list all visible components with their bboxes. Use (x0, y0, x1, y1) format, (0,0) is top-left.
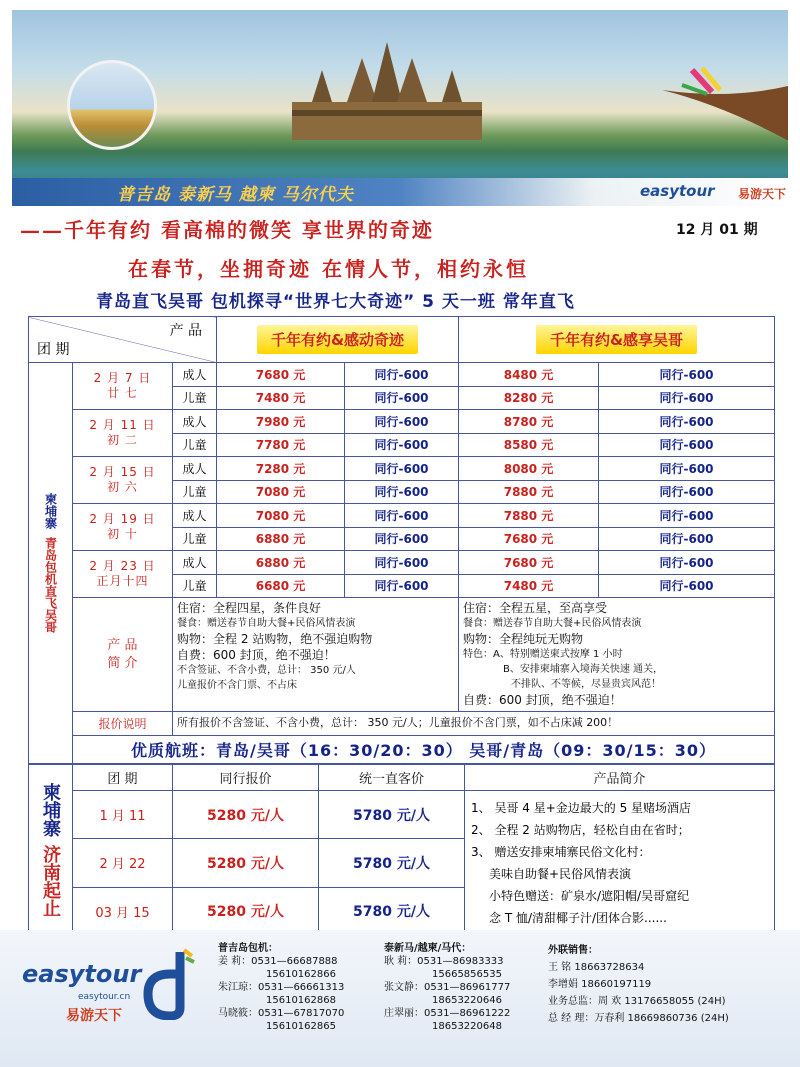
price-cell: 8280 元 (459, 386, 599, 410)
brand-d-icon (140, 948, 196, 1020)
side-route: 青岛包机直飞吴哥 (43, 536, 58, 633)
peer-discount: 同行-600 (345, 363, 459, 387)
date-cell: 2 月 15 日 初 六 (73, 457, 173, 504)
date-cell: 2 月 23 日 正月十四 (73, 551, 173, 598)
peer-discount: 同行-600 (599, 363, 775, 387)
jinan-retail-price: 5780 元/人 (319, 887, 465, 935)
peer-discount: 同行-600 (599, 457, 775, 481)
price-cell: 6680 元 (217, 574, 345, 598)
date-cell: 2 月 7 日 廿 七 (73, 363, 173, 410)
adult-label: 成人 (173, 551, 217, 575)
charter-headline: 青岛直飞吴哥 包机探寻“世界七大奇迹” 5 天一班 常年直飞 (96, 292, 575, 312)
product-intro-label: 产 品 简 介 (73, 598, 173, 712)
price-cell: 8780 元 (459, 410, 599, 434)
product-a-details: 住宿：全程四星，条件良好 餐食：赠送春节自助大餐+民俗风情表演 购物：全程 2 站购物，绝不强迫购物 自费：600 封顶，绝不强迫！ 不含签证、不含小费，总计： 350 元/人 儿童报价不含门票、不占床 (173, 598, 459, 712)
price-cell: 7480 元 (459, 574, 599, 598)
jinan-side-country: 柬埔寨 (40, 783, 61, 837)
angkor-temple-illustration (292, 40, 482, 140)
child-label: 儿童 (173, 480, 217, 504)
peer-discount: 同行-600 (345, 504, 459, 528)
peer-discount: 同行-600 (345, 527, 459, 551)
corner-product-label: 产 品 (169, 323, 203, 339)
table-corner (29, 317, 217, 363)
price-cell: 7480 元 (217, 386, 345, 410)
price-cell: 7080 元 (217, 504, 345, 528)
jinan-price-table (28, 764, 775, 936)
peer-discount: 同行-600 (599, 551, 775, 575)
child-label: 儿童 (173, 386, 217, 410)
footer-col-sales: 外联销售： 王 铭 18663728634 李增娟 18660197119 业务总监：周 欢 13176658055 (24H) 总 经 理：万春利 18669860736 (24H) (548, 945, 729, 1024)
footer-contacts (0, 930, 800, 1067)
footer-logo-url: easytour.cn (78, 992, 131, 1002)
peer-discount: 同行-600 (345, 433, 459, 457)
slogan: ——千年有约 看高棉的微笑 享世界的奇迹 (20, 218, 434, 242)
price-cell: 6880 元 (217, 527, 345, 551)
price-cell: 7780 元 (217, 433, 345, 457)
price-cell: 7680 元 (459, 527, 599, 551)
child-label: 儿童 (173, 574, 217, 598)
peer-discount: 同行-600 (599, 386, 775, 410)
price-cell: 7680 元 (459, 551, 599, 575)
destinations-text: 普吉岛 泰新马 越柬 马尔代夫 (117, 185, 354, 205)
price-cell: 7880 元 (459, 504, 599, 528)
jinan-retail-price: 5780 元/人 (319, 839, 465, 887)
peer-discount: 同行-600 (345, 574, 459, 598)
hero-banner (12, 10, 788, 206)
thai-temple-inset (67, 60, 157, 150)
footer-logo: easytour (22, 960, 142, 988)
jinan-retail-price: 5780 元/人 (319, 791, 465, 839)
peer-discount: 同行-600 (599, 410, 775, 434)
product-b-title: 千年有约&感享吴哥 (536, 325, 697, 354)
issue-number: 12 月 01 期 (676, 222, 758, 238)
price-cell: 8080 元 (459, 457, 599, 481)
product-a-title: 千年有约&感动奇迹 (257, 325, 418, 354)
peer-discount: 同行-600 (345, 457, 459, 481)
peer-discount: 同行-600 (599, 574, 775, 598)
peer-discount: 同行-600 (345, 410, 459, 434)
child-label: 儿童 (173, 433, 217, 457)
festival-headline: 在春节，坐拥奇迹 在情人节，相约永恒 (128, 257, 529, 281)
price-cell: 7980 元 (217, 410, 345, 434)
jinan-side-route: 济南起止 (40, 845, 61, 917)
peer-discount: 同行-600 (599, 480, 775, 504)
adult-label: 成人 (173, 457, 217, 481)
peer-discount: 同行-600 (345, 480, 459, 504)
footer-col-phuket: 普吉岛包机： 姜 莉：0531—66687888 15610162866 朱江琼：0531—66661313 15610162868 马晓筱：0531—67817070 15610162865 (218, 943, 345, 1032)
side-country: 柬埔寨 (43, 492, 58, 529)
product-b-details: 住宿：全程五星，至高享受 餐食：赠送春节自助大餐+民俗风情表演 购物：全程纯玩无购物 特色：A、特别赠送柬式按摩 1 小时 B、安排柬埔寨入境海关快速 通关， 不排队、不等候，尽显贵宾风范！ 自费：600 封顶，绝不强迫！ (459, 598, 775, 712)
brand-cn-text: 易游天下 (738, 187, 787, 201)
peer-discount: 同行-600 (599, 433, 775, 457)
adult-label: 成人 (173, 363, 217, 387)
product-b-header (459, 317, 775, 363)
price-cell: 8480 元 (459, 363, 599, 387)
price-cell: 7880 元 (459, 480, 599, 504)
jinan-peer-price: 5280 元/人 (173, 839, 319, 887)
date-cell: 2 月 11 日 初 二 (73, 410, 173, 457)
jinan-peer-price: 5280 元/人 (173, 791, 319, 839)
jinan-product-intro: 1、 吴哥 4 星+金边最大的 5 星赌场酒店 2、 全程 2 站购物店，轻松自由在省时； 3、 赠送安排柬埔寨民俗文化村： 美味自助餐+民俗风情表演 小特色赠送：矿泉水/遮阳帽/吴哥窟纪 念 T 恤/清甜椰子汁/团体合影...... (465, 791, 775, 936)
adult-label: 成人 (173, 504, 217, 528)
child-label: 儿童 (173, 527, 217, 551)
quote-note-label: 报价说明 (73, 712, 173, 736)
brand-logo-text: easytour (640, 182, 715, 200)
price-cell: 6880 元 (217, 551, 345, 575)
col-header-peer-price: 同行报价 (173, 765, 319, 791)
col-header-intro: 产品简介 (465, 765, 775, 791)
peer-discount: 同行-600 (599, 527, 775, 551)
footer-col-sea: 泰新马/越柬/马代： 耿 莉：0531—86983333 15665856535 张文静：0531—86961777 18653220646 庄翠丽：0531—86961222 18653220648 (384, 943, 511, 1032)
jinan-date: 2 月 22 (73, 839, 173, 887)
charter-price-table (28, 316, 775, 764)
flight-info: 优质航班：青岛/吴哥（16：30/20：30） 吴哥/青岛（09：30/15：30） (73, 735, 775, 763)
corner-period-label: 团 期 (37, 342, 70, 358)
product-a-header (217, 317, 459, 363)
price-cell: 7080 元 (217, 480, 345, 504)
jinan-date: 03 月 15 (73, 887, 173, 935)
col-header-retail-price: 统一直客价 (319, 765, 465, 791)
jinan-peer-price: 5280 元/人 (173, 887, 319, 935)
footer-logo-cn: 易游天下 (66, 1008, 122, 1024)
jinan-side-label (29, 765, 73, 936)
peer-discount: 同行-600 (345, 551, 459, 575)
quote-note-text: 所有报价不含签证、不含小费，总计： 350 元/人；儿童报价不含门票，如不占床减 200！ (173, 712, 775, 736)
price-cell: 8580 元 (459, 433, 599, 457)
adult-label: 成人 (173, 410, 217, 434)
longtail-boat-illustration (652, 30, 788, 140)
price-cell: 7680 元 (217, 363, 345, 387)
peer-discount: 同行-600 (345, 386, 459, 410)
peer-discount: 同行-600 (599, 504, 775, 528)
price-cell: 7280 元 (217, 457, 345, 481)
route-side-label (29, 363, 73, 764)
col-header-period: 团 期 (73, 765, 173, 791)
date-cell: 2 月 19 日 初 十 (73, 504, 173, 551)
jinan-date: 1 月 11 (73, 791, 173, 839)
